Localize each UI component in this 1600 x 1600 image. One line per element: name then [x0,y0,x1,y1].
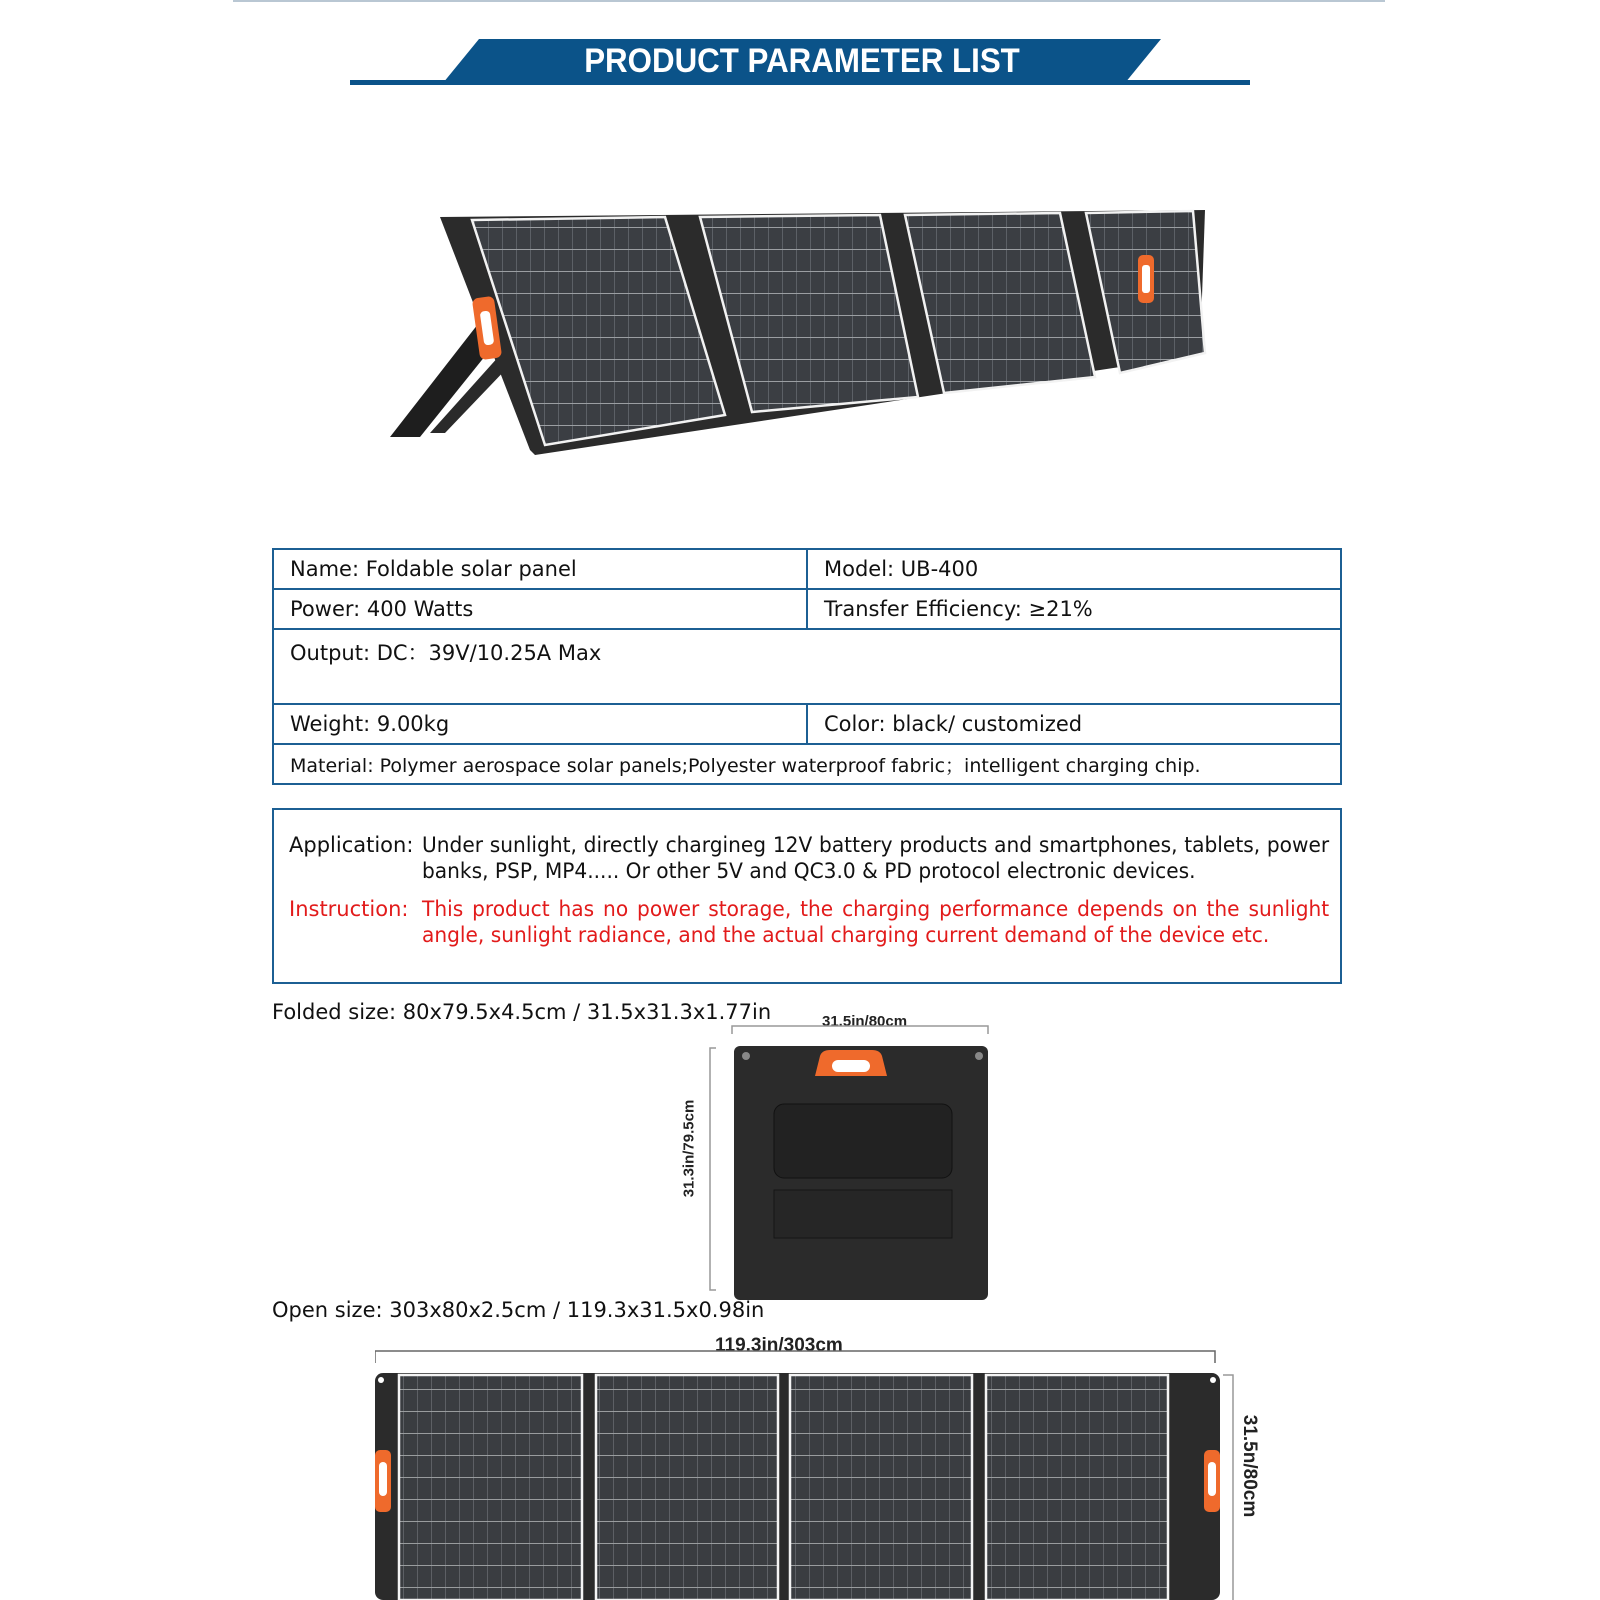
application-text: Under sunlight, directly chargineg 12V battery products and smartphones, tablets, power banks, PSP, MP4..... Or other 5V and QC3.0 & PD protocol electronic devices. [422,833,1330,883]
application-box [272,808,1342,984]
spec-weight: Weight: 9.00kg [273,704,807,744]
folded-size-label: Folded size: 80x79.5x4.5cm / 31.5x31.3x1.77in [272,1000,772,1024]
table-row [273,589,1341,629]
folded-width-dimension: 31.5in/80cm [822,1013,908,1030]
spec-table [272,548,1342,785]
table-row [273,704,1341,744]
table-row [273,629,1341,704]
open-size-label: Open size: 303x80x2.5cm / 119.3x31.5x0.98in [272,1298,765,1322]
table-row [273,744,1341,784]
folded-panel-image [700,1020,990,1300]
spec-power: Power: 400 Watts [273,589,807,629]
folded-height-dimension: 31.3in/79.5cm [680,1099,698,1198]
spec-efficiency: Transfer Efficiency: ≥21% [807,589,1341,629]
spec-name: Name: Foldable solar panel [273,549,807,589]
spec-model: Model: UB-400 [807,549,1341,589]
spec-output: Output: DC：39V/10.25A Max [273,629,1341,704]
spec-material: Material: Polymer aerospace solar panels;Polyester waterproof fabric；intelligent charging chip. [273,744,1341,784]
open-width-dimension: 119.3in/303cm [715,1335,843,1356]
open-panel-image [375,1345,1255,1600]
spec-color: Color: black/ customized [807,704,1341,744]
instruction-label: Instruction: [289,897,409,921]
instruction-text: This product has no power storage, the charging performance depends on the sunlight angle, sunlight radiance, and the actual charging current demand of the device etc. [422,897,1330,947]
table-row [273,549,1341,589]
application-label: Application: [289,833,414,857]
solar-panel-hero-image [390,205,1240,485]
page-title: PRODUCT PARAMETER LIST [584,42,1020,80]
open-height-dimension: 31.5n/80cm [1239,1414,1261,1518]
top-divider [233,0,1385,2]
